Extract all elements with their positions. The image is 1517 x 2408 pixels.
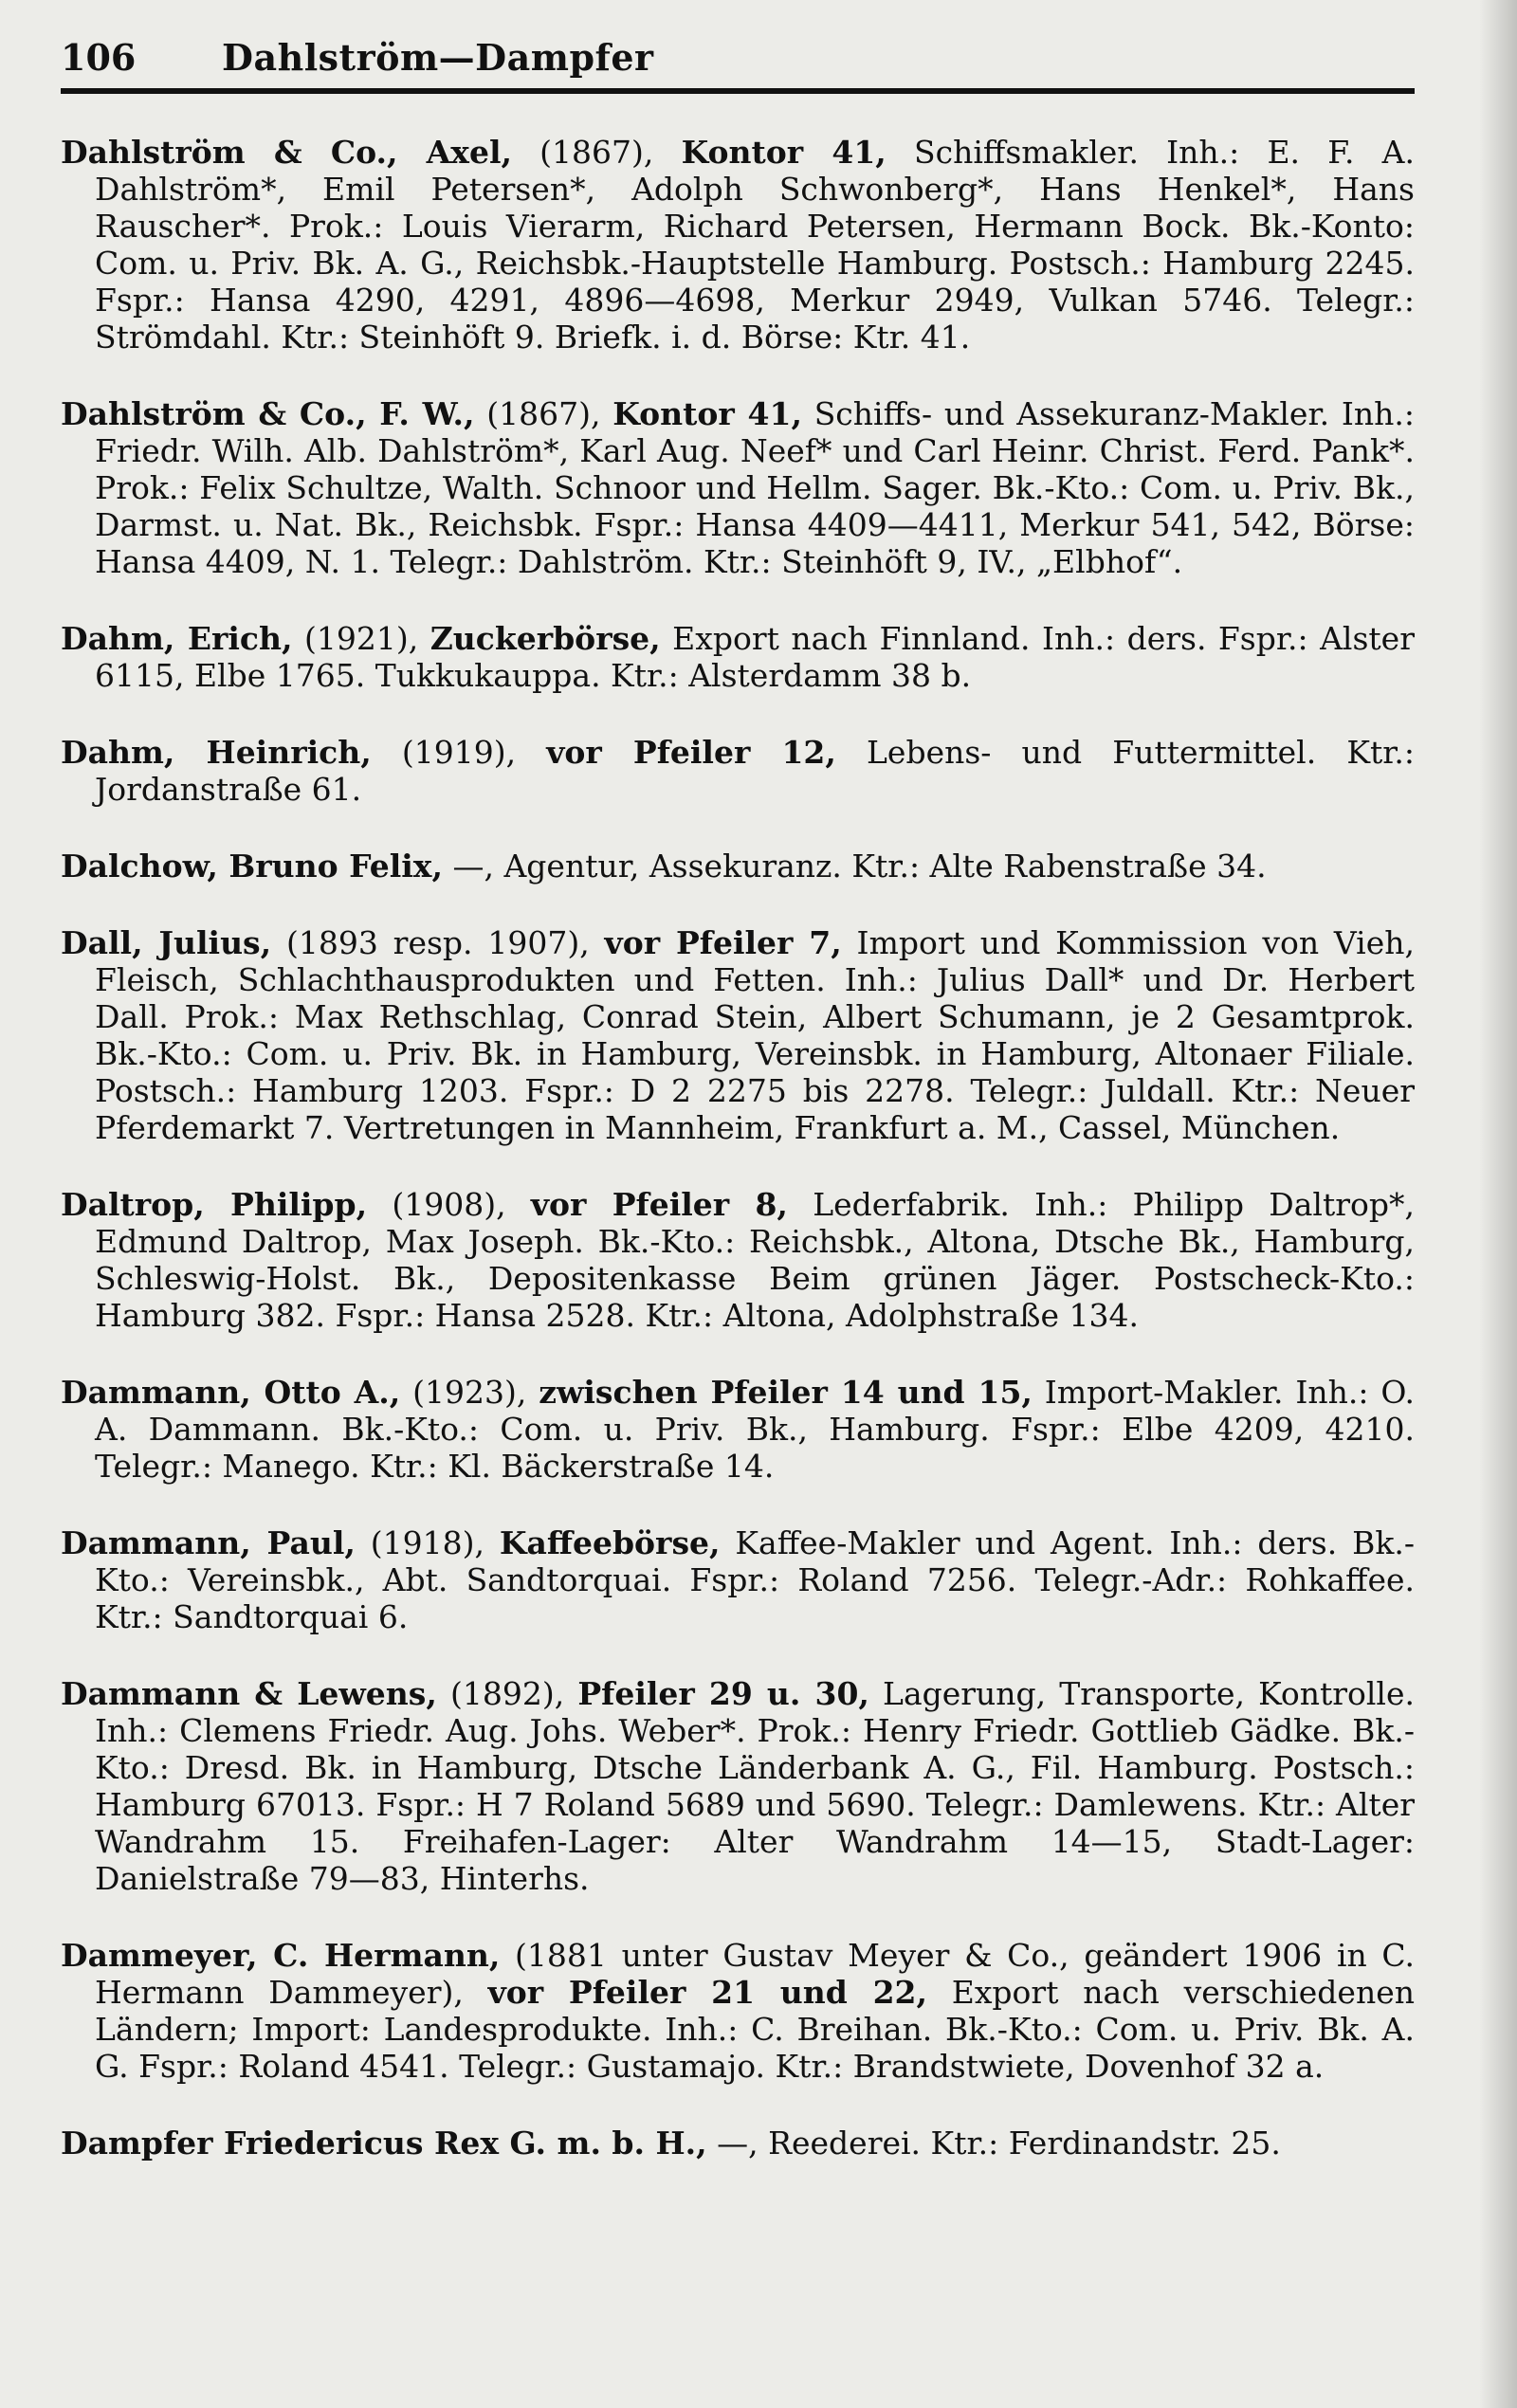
entry-firm-name: Dampfer Friedericus Rex G. m. b. H.,	[61, 2125, 707, 2162]
entry-details: Lebens- und Futtermittel. Ktr.: Jordanstraße 61.	[95, 734, 1415, 808]
entry-firm-name: Dammeyer, C. Hermann,	[61, 1937, 501, 1974]
entry-details: Schiffs- und Assekuranz-Makler. Inh.: Friedr. Wilh. Alb. Dahlström*, Karl Aug. Neef* und Carl Heinr. Christ. Ferd. Pank*. Prok.: Felix Schultze, Walth. Schnoor und Hellm. Sager. Bk.-Kto.: Com. u. Priv. Bk., Darmst. u. Nat. Bk., Reichsbk. Fspr.: Hansa 4409—4411, Merkur 541, 542, Börse: Hansa 4409, N. 1. Telegr.: Dahlström. Ktr.: Steinhöft 9, IV., „Elbhof“.	[95, 395, 1415, 580]
entry-firm-name: Dahm, Heinrich,	[61, 734, 372, 771]
directory-entry	[61, 1675, 1415, 1897]
entry-year: (1867),	[539, 134, 654, 171]
directory-entry	[61, 620, 1415, 694]
directory-entry	[61, 2125, 1415, 2162]
entry-location: vor Pfeiler 12,	[546, 734, 836, 771]
entry-list	[61, 134, 1415, 2162]
entry-details: Reederei. Ktr.: Ferdinandstr. 25.	[768, 2125, 1281, 2162]
entry-location: vor Pfeiler 8,	[530, 1186, 788, 1223]
directory-entry	[61, 395, 1415, 580]
entry-location: zwischen Pfeiler 14 und 15,	[539, 1374, 1033, 1411]
entry-year: (1881 unter Gustav Meyer & Co., geändert 1906 in C. Hermann Dammeyer),	[95, 1937, 1415, 2011]
entry-firm-name: Dammann & Lewens,	[61, 1675, 437, 1712]
entry-details: Kaffee-Makler und Agent. Inh.: ders. Bk.-Kto.: Vereinsbk., Abt. Sandtorquai. Fspr.: Roland 7256. Telegr.-Adr.: Rohkaffee. Ktr.: Sandtorquai 6.	[95, 1524, 1415, 1635]
entry-firm-name: Dammann, Otto A.,	[61, 1374, 401, 1411]
entry-location: Zuckerbörse,	[430, 620, 661, 657]
entry-year: (1921),	[303, 620, 419, 657]
entry-year: (1919),	[401, 734, 517, 771]
entry-details: Agentur, Assekuranz. Ktr.: Alte Rabenstraße 34.	[503, 848, 1267, 885]
entry-details: Export nach Finnland. Inh.: ders. Fspr.: Alster 6115, Elbe 1765. Tukkukauppa. Ktr.: Alsterdamm 38 b.	[95, 620, 1415, 694]
entry-year: (1867),	[486, 395, 601, 432]
entry-year: (1923),	[412, 1374, 527, 1411]
entry-firm-name: Dall, Julius,	[61, 924, 272, 961]
entry-location: Kontor 41,	[612, 395, 802, 432]
entry-firm-name: Dammann, Paul,	[61, 1524, 356, 1561]
directory-entry	[61, 1524, 1415, 1635]
entry-details: Schiffsmakler. Inh.: E. F. A. Dahlström*, Emil Petersen*, Adolph Schwonberg*, Hans Henkel*, Hans Rauscher*. Prok.: Louis Vierarm, Richard Petersen, Hermann Bock. Bk.-Konto: Com. u. Priv. Bk. A. G., Reichsbk.-Hauptstelle Hamburg. Postsch.: Hamburg 2245. Fspr.: Hansa 4290, 4291, 4896—4698, Merkur 2949, Vulkan 5746. Telegr.: Strömdahl. Ktr.: Steinhöft 9. Briefk. i. d. Börse: Ktr. 41.	[95, 134, 1415, 356]
directory-entry	[61, 1374, 1415, 1485]
entry-details: Export nach verschiedenen Ländern; Import: Landesprodukte. Inh.: C. Breihan. Bk.-Kto.: Com. u. Priv. Bk. A. G. Fspr.: Roland 4541. Telegr.: Gustamajo. Ktr.: Brandstwiete, Dovenhof 32 a.	[95, 1974, 1415, 2085]
entry-year: (1918),	[370, 1524, 484, 1561]
entry-firm-name: Dahlström & Co., F. W.,	[61, 395, 475, 432]
entry-location: Kontor 41,	[681, 134, 886, 171]
entry-details: Import-Makler. Inh.: O. A. Dammann. Bk.-Kto.: Com. u. Priv. Bk., Hamburg. Fspr.: Elbe 4209, 4210. Telegr.: Manego. Ktr.: Kl. Bäckerstraße 14.	[95, 1374, 1415, 1485]
directory-entry	[61, 734, 1415, 808]
directory-entry	[61, 134, 1415, 356]
entry-year: —,	[452, 848, 494, 885]
entry-location: Kaffeebörse,	[499, 1524, 721, 1561]
entry-firm-name: Dahm, Erich,	[61, 620, 293, 657]
entry-firm-name: Dahlström & Co., Axel,	[61, 134, 512, 171]
entry-year: —,	[717, 2125, 758, 2162]
entry-year: (1893 resp. 1907),	[285, 924, 590, 961]
entry-location: vor Pfeiler 21 und 22,	[487, 1974, 927, 2011]
entry-details: Lederfabrik. Inh.: Philipp Daltrop*, Edmund Daltrop, Max Joseph. Bk.-Kto.: Reichsbk., Altona, Dtsche Bk., Hamburg, Schleswig-Holst. Bk., Depositenkasse Beim grünen Jäger. Postscheck-Kto.: Hamburg 382. Fspr.: Hansa 2528. Ktr.: Altona, Adolphstraße 134.	[95, 1186, 1415, 1334]
page-header	[61, 36, 1415, 94]
entry-location: vor Pfeiler 7,	[604, 924, 842, 961]
page-number: 106	[61, 36, 137, 79]
entry-details: Import und Kommission von Vieh, Fleisch, Schlachthausprodukten und Fetten. Inh.: Julius Dall* und Dr. Herbert Dall. Prok.: Max Rethschlag, Conrad Stein, Albert Schumann, je 2 Gesamtprok. Bk.-Kto.: Com. u. Priv. Bk. in Hamburg, Vereinsbk. in Hamburg, Altonaer Filiale. Postsch.: Hamburg 1203. Fspr.: D 2 2275 bis 2278. Telegr.: Juldall. Ktr.: Neuer Pferdemarkt 7. Vertretungen in Mannheim, Frankfurt a. M., Cassel, München.	[95, 924, 1415, 1146]
entry-year: (1892),	[449, 1675, 565, 1712]
directory-entry	[61, 848, 1415, 885]
entry-location: Pfeiler 29 u. 30,	[577, 1675, 869, 1712]
directory-entry	[61, 1937, 1415, 2085]
entry-details: Lagerung, Transporte, Kontrolle. Inh.: Clemens Friedr. Aug. Johs. Weber*. Prok.: Henry Friedr. Gottlieb Gädke. Bk.-Kto.: Dresd. Bk. in Hamburg, Dtsche Länderbank A. G., Fil. Hamburg. Postsch.: Hamburg 67013. Fspr.: H 7 Roland 5689 und 5690. Telegr.: Damlewens. Ktr.: Alter Wandrahm 15. Freihafen-Lager: Alter Wandrahm 14—15, Stadt-Lager: Danielstraße 79—83, Hinterhs.	[95, 1675, 1415, 1897]
entry-firm-name: Daltrop, Philipp,	[61, 1186, 368, 1223]
running-title: Dahlström—Dampfer	[222, 36, 654, 79]
entry-year: (1908),	[392, 1186, 506, 1223]
directory-entry	[61, 1186, 1415, 1334]
entry-firm-name: Dalchow, Bruno Felix,	[61, 848, 443, 885]
directory-entry	[61, 924, 1415, 1146]
